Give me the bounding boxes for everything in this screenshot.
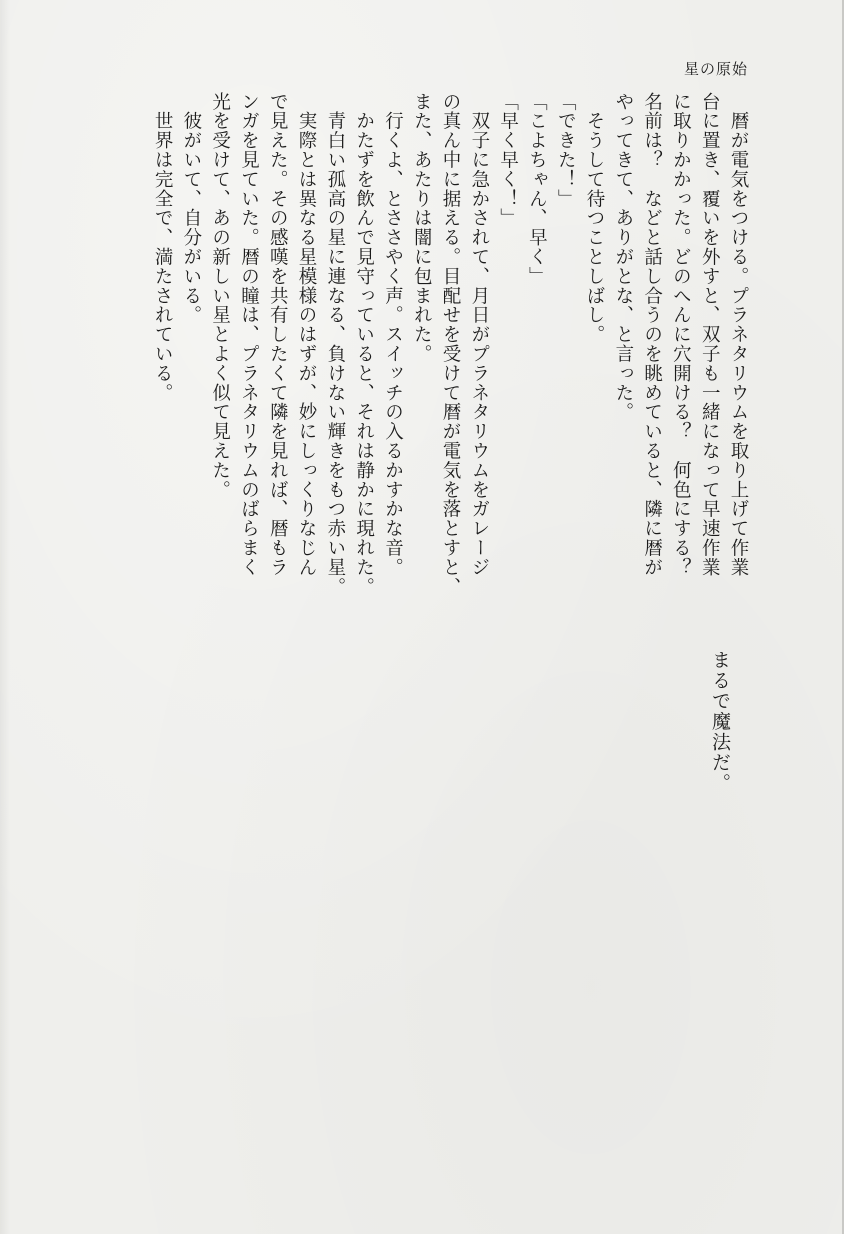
text-line: 双子に急かされて、月日がプラネタリウムをガレージ — [468, 92, 490, 577]
text-line: 台に置き、覆いを外すと、双子も一緒になって早速作業 — [699, 92, 721, 577]
gutter-shadow — [0, 0, 10, 1234]
text-line: 光を受けて、あの新しい星とよく似て見えた。 — [209, 92, 231, 500]
text-line: ンガを見ていた。暦の瞳は、プラネタリウムのばらまく — [238, 92, 260, 577]
body-text — [147, 92, 752, 772]
text-line: また、あたりは闇に包まれた。 — [411, 92, 433, 364]
text-line: そうして待つことしばし。 — [584, 92, 606, 345]
text-line: 名前は？ などと話し合うのを眺めていると、隣に暦が — [641, 92, 663, 577]
text-line: 暦が電気をつける。プラネタリウムを取り上げて作業 — [728, 92, 749, 577]
text-line: で見えた。その感嘆を共有したくて隣を見れば、暦もラ — [267, 92, 289, 577]
text-line: に取りかかった。どのへんに穴開ける？ 何色にする？ — [670, 92, 692, 577]
text-line: 実際とは異なる星模様のはずが、妙にしっくりなじん — [296, 92, 318, 577]
text-line: 行くよ、とささやく声。スイッチの入るかすかな音。 — [382, 92, 404, 577]
text-line: の真ん中に据える。目配せを受けて暦が電気を落とすと、 — [440, 92, 462, 597]
text-line: 「こよちゃん、早く」 — [526, 92, 548, 286]
running-header: 星の原始 — [683, 60, 748, 78]
closing-line: まるで魔法だ。 — [709, 650, 731, 794]
text-line: 青白い孤高の星に連なる、負けない輝きをもつ赤い星。 — [324, 92, 346, 597]
text-line: 世界は完全で、満たされている。 — [152, 92, 174, 403]
text-line: 「できた！」 — [555, 92, 577, 209]
text-line: 彼がいて、自分がいる。 — [180, 92, 202, 325]
text-line: やってきて、ありがとな、と言った。 — [612, 92, 634, 422]
text-line: かたずを飲んで見守っていると、それは静かに現れた。 — [353, 92, 375, 597]
text-line: 「早く早く！」 — [497, 92, 519, 228]
